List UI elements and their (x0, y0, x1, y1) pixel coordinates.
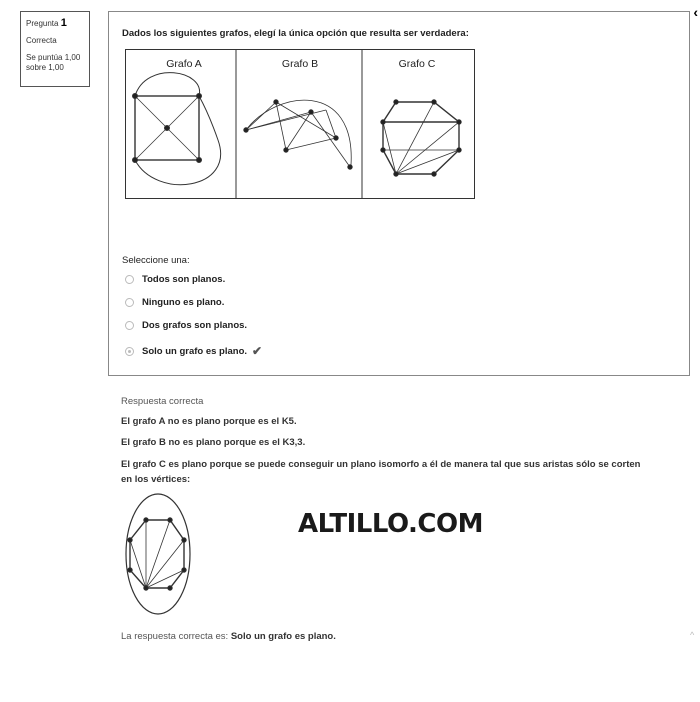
option-todos-planos[interactable] (125, 274, 225, 285)
planar-graph-diagram (118, 492, 198, 622)
correct-answer-value: Solo un grafo es plano. (230, 631, 336, 642)
graph-b (244, 100, 353, 170)
feedback-line-a: El grafo A no es plano porque es el K5. (121, 416, 297, 427)
correct-answer-summary (121, 631, 336, 642)
watermark-logo: ALTILLO.COM (298, 509, 483, 539)
graph-b-title: Grafo B (281, 58, 319, 70)
option-label: Solo un grafo es plano. (142, 345, 248, 357)
option-label: Todos son planos. (142, 274, 226, 285)
radio-button[interactable] (125, 298, 134, 307)
option-label: Ninguno es plano. (142, 297, 225, 308)
chevron-left-icon[interactable]: ‹ (693, 4, 698, 20)
radio-button-selected[interactable] (125, 347, 134, 356)
option-ninguno-plano[interactable] (125, 297, 224, 308)
question-score-line1: Se puntúa 1,00 (26, 52, 81, 62)
question-label: Pregunta (26, 19, 59, 28)
question-text: Dados los siguientes grafos, elegí la única opción que resulta ser verdadera: (122, 28, 469, 39)
graphs-drawing (126, 50, 474, 198)
question-content-box (108, 11, 690, 376)
graph-a (133, 73, 221, 185)
question-number: 1 (60, 17, 67, 29)
radio-button[interactable] (125, 275, 134, 284)
option-label: Dos grafos son planos. (142, 320, 248, 331)
question-score-line2: sobre 1,00 (26, 63, 64, 73)
feedback-line-c: El grafo C es plano porque se puede conseguir un plano isomorfo a él de manera tal que sus aristas sólo se corten en los vértices: (121, 459, 641, 485)
feedback-line-b: El grafo B no es plano porque es el K3,3. (121, 437, 306, 448)
correct-answer-label: La respuesta correcta es: (121, 631, 231, 642)
select-label: Seleccione una: (122, 255, 190, 266)
graph-c (381, 100, 462, 177)
question-state: Correcta (26, 36, 57, 46)
question-info-panel (20, 11, 90, 87)
check-icon: ✔ (252, 344, 263, 358)
graphs-figure (125, 49, 475, 199)
radio-button[interactable] (125, 321, 134, 330)
option-solo-uno-plano[interactable] (125, 344, 262, 358)
chevron-up-icon[interactable]: ^ (690, 630, 695, 640)
feedback-title: Respuesta correcta (121, 396, 204, 407)
option-dos-planos[interactable] (125, 320, 247, 331)
graph-a-title: Grafo A (166, 58, 202, 70)
graph-c-title: Grafo C (398, 58, 436, 70)
